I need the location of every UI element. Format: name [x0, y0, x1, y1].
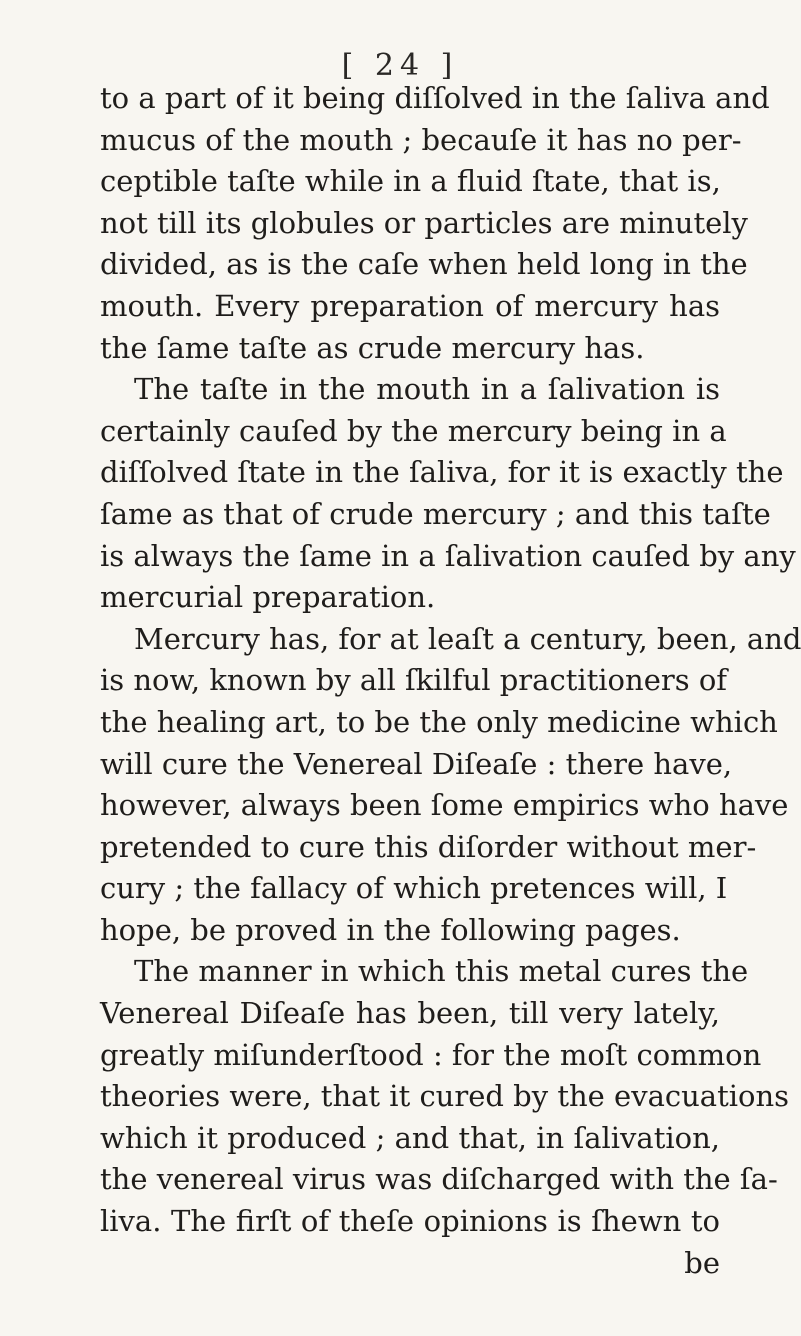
text-line: The manner in which this metal cures the — [134, 954, 749, 989]
text-line: cury ; the fallacy of which pretences will, I — [100, 871, 728, 906]
catchword: be — [684, 1245, 720, 1280]
text-line: however, always been ſome empirics who have — [100, 788, 789, 823]
text-line: liva. The firſt of theſe opinions is ſhewn to — [100, 1204, 720, 1239]
text-line: pretended to cure this diſorder without mer- — [100, 829, 757, 864]
text-line: theories were, that it cured by the evacuations — [100, 1079, 790, 1114]
text-line: diſſolved ſtate in the ſaliva, for it is exactly the — [100, 455, 784, 490]
text-line: ſame as that of crude mercury ; and this taſte — [100, 496, 771, 531]
text-line: divided, as is the caſe when held long in the — [100, 247, 748, 282]
text-line: certainly cauſed by the mercury being in a — [100, 413, 727, 448]
text-line: the venereal virus was diſcharged with the ſa- — [100, 1162, 778, 1197]
text-line: not till its globules or particles are minutely — [100, 205, 748, 240]
text-line: ceptible taſte while in a fluid ſtate, that is, — [100, 164, 721, 199]
text-line: is always the ſame in a ſalivation cauſed by any — [100, 538, 796, 573]
body-text — [100, 78, 801, 1284]
text-line: mercurial preparation. — [100, 580, 436, 615]
page-number: [ 24 ] — [341, 48, 459, 83]
text-line: to a part of it being diſſolved in the ſaliva and — [100, 81, 770, 115]
text-line: which it produced ; and that, in ſalivation, — [100, 1120, 720, 1155]
text-line: mouth. Every preparation of mercury has — [100, 288, 720, 323]
text-line: will cure the Venereal Diſeaſe : there have, — [100, 746, 733, 781]
text-line: Venereal Diſeaſe has been, till very lately, — [100, 996, 720, 1031]
text-line: mucus of the mouth ; becauſe it has no per- — [100, 122, 742, 157]
text-line: The taſte in the mouth in a ſalivation is — [134, 372, 720, 407]
text-line: the ſame taſte as crude mercury has. — [100, 330, 645, 365]
text-line: is now, known by all ſkilful practitioners of — [100, 663, 728, 698]
text-line: greatly miſunderſtood : for the moſt common — [100, 1037, 762, 1072]
text-line: hope, be proved in the following pages. — [100, 912, 681, 947]
text-line: Mercury has, for at leaſt a century, been, and — [134, 621, 801, 656]
text-line: the healing art, to be the only medicine which — [100, 704, 778, 739]
